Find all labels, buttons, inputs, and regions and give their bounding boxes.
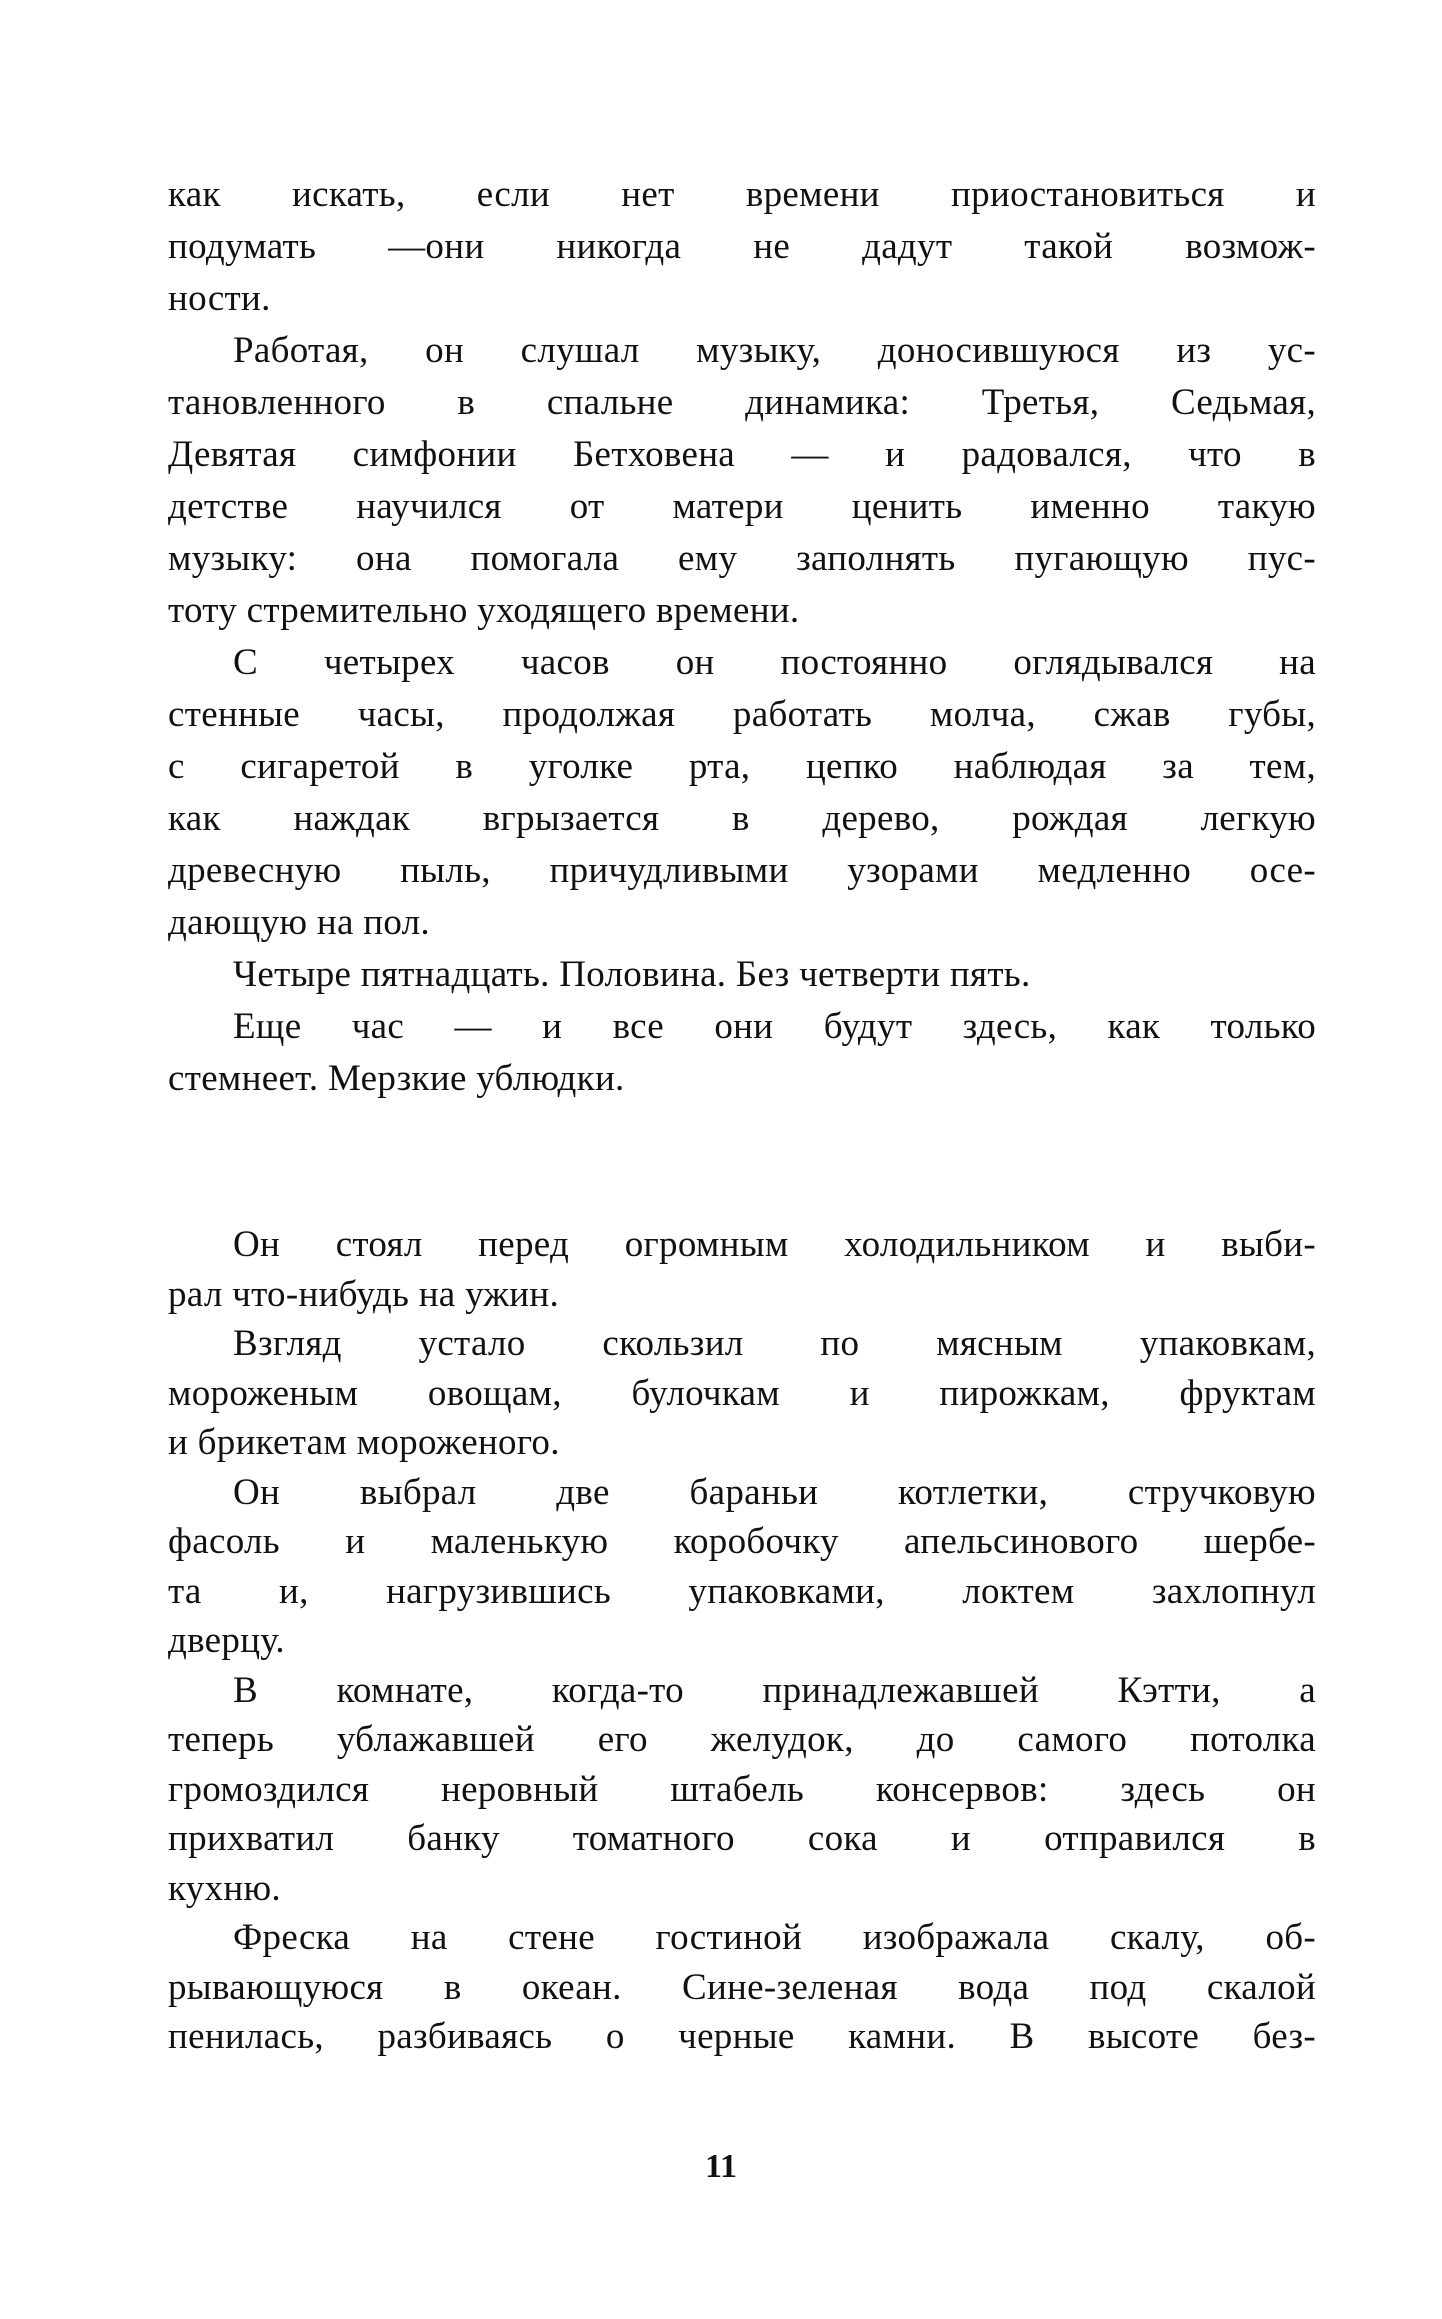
text-line: стемнеет. Мерзкие ублюдки.: [168, 1058, 625, 1099]
text-line: музыку: она помогала ему заполнять пугающую пус-: [168, 538, 1316, 579]
text-line: тановленного в спальне динамика: Третья, Седьмая,: [168, 382, 1316, 423]
text-line: прихватил банку томатного сока и отправился в: [168, 1818, 1316, 1859]
text-section-1: [168, 169, 1316, 1105]
paragraph: [168, 949, 1316, 1001]
paragraph: [168, 1666, 1316, 1914]
text-line: с сигаретой в уголке рта, цепко наблюдая за тем,: [168, 746, 1316, 787]
text-line: древесную пыль, причудливыми узорами медленно осе-: [168, 850, 1316, 891]
text-line: как искать, если нет времени приостановиться и: [168, 174, 1316, 215]
text-line: Девятая симфонии Бетховена — и радовался, что в: [168, 434, 1316, 475]
text-line: Работая, он слушал музыку, доносившуюся из ус-: [233, 330, 1316, 371]
text-line: кухню.: [168, 1867, 281, 1909]
paragraph: [168, 1001, 1316, 1105]
text-line: громоздился неровный штабель консервов: здесь он: [168, 1768, 1316, 1810]
text-line: В комнате, когда-то принадлежавшей Кэтти, а: [233, 1669, 1316, 1711]
text-line: С четырех часов он постоянно оглядывался на: [233, 642, 1316, 683]
text-line: Он стоял перед огромным холодильником и выби-: [233, 1224, 1316, 1265]
text-line: Еще час — и все они будут здесь, как только: [233, 1006, 1316, 1047]
text-line: и брикетам мороженого.: [168, 1422, 560, 1463]
text-line: рал что-нибудь на ужин.: [168, 1273, 560, 1315]
text-line: стенные часы, продолжая работать молча, сжав губы,: [168, 694, 1316, 735]
text-line: Взгляд устало скользил по мясным упаковкам,: [233, 1323, 1316, 1364]
text-line: дающую на пол.: [168, 902, 430, 943]
page-number: 11: [704, 2148, 738, 2185]
text-line: подумать —они никогда не дадут такой возмож-: [168, 226, 1316, 267]
text-line: Фреска на стене гостиной изображала скалу, об-: [233, 1917, 1316, 1958]
text-line: дверцу.: [168, 1620, 285, 1661]
text-line: детстве научился от матери ценить именно такую: [168, 486, 1316, 527]
paragraph: [168, 1220, 1316, 1319]
paragraph: [168, 637, 1316, 949]
text-line: фасоль и маленькую коробочку апельсинового шербе-: [168, 1521, 1316, 1562]
text-line: Четыре пятнадцать. Половина. Без четверти пять.: [233, 954, 1031, 995]
paragraph: [168, 1319, 1316, 1468]
text-line: пенилась, разбиваясь о черные камни. В высоте без-: [168, 2016, 1316, 2057]
text-line: ности.: [168, 278, 271, 319]
paragraph: [168, 169, 1316, 325]
text-line: та и, нагрузившись упаковками, локтем захлопнул: [168, 1570, 1316, 1612]
text-line: как наждак вгрызается в дерево, рождая легкую: [168, 798, 1316, 839]
paragraph: [168, 1468, 1316, 1666]
text-line: тоту стремительно уходящего времени.: [168, 590, 800, 631]
text-section-2: [168, 1220, 1316, 2062]
text-line: Он выбрал две бараньи котлетки, стручковую: [233, 1471, 1316, 1513]
text-line: мороженым овощам, булочкам и пирожкам, фруктам: [168, 1372, 1316, 1414]
text-line: рывающуюся в океан. Сине-зеленая вода под скалой: [168, 1966, 1316, 2008]
paragraph: [168, 1913, 1316, 2062]
text-line: теперь ублажавшей его желудок, до самого потолка: [168, 1719, 1316, 1760]
paragraph: [168, 325, 1316, 637]
